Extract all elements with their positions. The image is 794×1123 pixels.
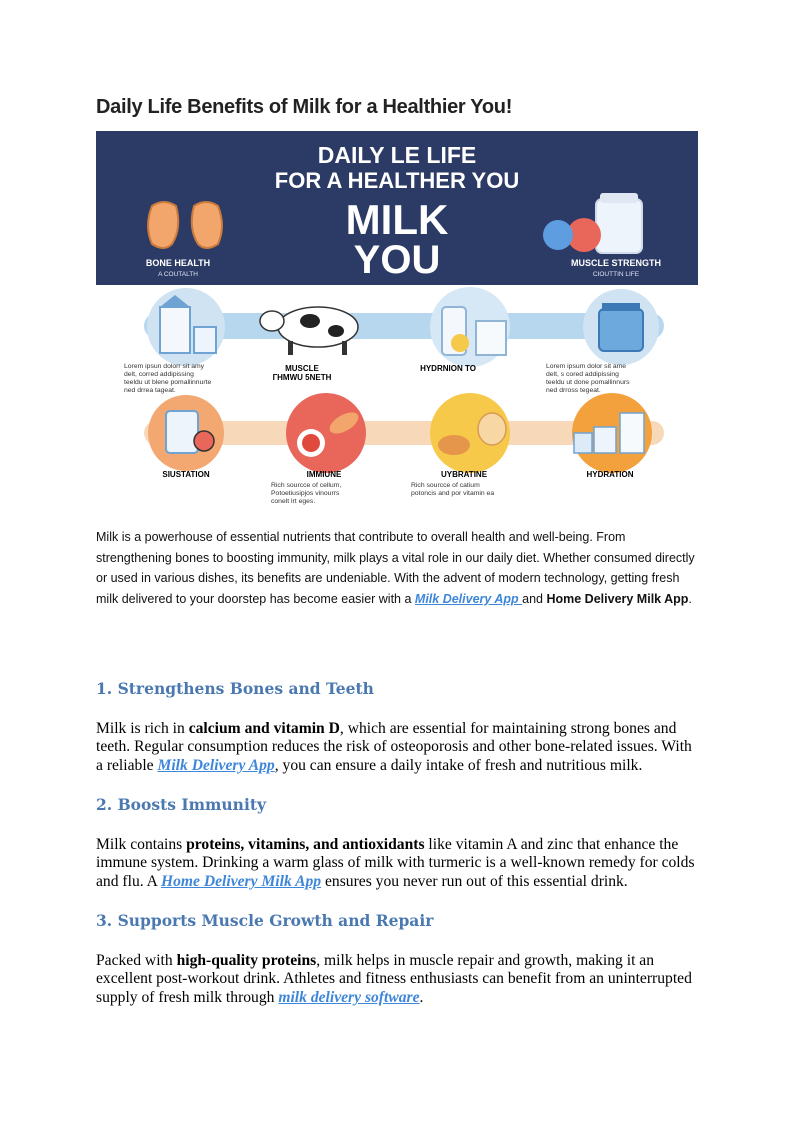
jar-magnifier-icon	[148, 395, 224, 471]
cups-icon	[572, 393, 652, 473]
banner-line1: DAILY LE LIFE	[317, 142, 477, 168]
intro-text-and: and	[522, 591, 547, 606]
section-text: Milk contains	[96, 836, 187, 853]
row2-label-2: IMMIUNE	[306, 470, 342, 479]
row1-caption-4d: ned drross tegeat.	[546, 387, 601, 394]
section-paragraph-bones	[96, 720, 701, 775]
bread-icon	[430, 393, 510, 473]
section-text: , you can ensure a daily intake of fresh and nutritious milk.	[274, 756, 643, 774]
fruit-icon	[286, 393, 366, 473]
row1-caption-1b: delt, corred addipissing	[124, 371, 194, 378]
row2-caption-2b: Potoetiusipjos vinourrs	[271, 490, 340, 497]
row1-caption-1c: teeldu ut blene pomallinnurte	[124, 379, 212, 386]
row2-caption-3a: Rich sourcce of catium	[411, 482, 480, 489]
section-text: , which are essential for maintaining strong bones and teeth. Regular consumption reduces the risk of osteoporosis and other bone-related issues. With a reliable	[96, 720, 692, 774]
section-bold: calcium and vitamin D	[188, 720, 340, 737]
banner-big1: MILK	[345, 196, 449, 243]
section-bold: proteins, vitamins, and antioxidants	[186, 836, 425, 853]
carton-icon	[147, 288, 225, 366]
row2-label-1: SIUSTATION	[162, 470, 210, 479]
milk-delivery-app-link[interactable]: Milk Delivery App	[414, 591, 523, 606]
milk-delivery-software-link[interactable]: milk delivery software	[278, 988, 420, 1006]
section-text: Packed with	[96, 952, 177, 969]
section-paragraph-muscle	[96, 952, 701, 1007]
row1-label-2a: MUSCLE	[285, 364, 319, 373]
section-text: ensures you never run out of this essential drink.	[321, 872, 628, 890]
banner-line2: FOR A HEALTHER YOU	[274, 168, 520, 193]
section-heading-immunity: 2. Boosts Immunity	[96, 795, 267, 814]
section-text: like vitamin A and zinc that enhance the immune system. Drinking a warm glass of milk with turmeric is a well-known remedy for colds and flu. A	[96, 836, 695, 890]
home-delivery-milk-app-bold: Home Delivery Milk App	[546, 591, 689, 606]
section-text: , milk helps in muscle repair and growth, making it an excellent post-workout drink. Athletes and fitness enthusiasts can benefit from an uninterrupted supply of fresh milk through	[96, 952, 692, 1006]
jug-icon	[583, 289, 659, 365]
home-delivery-milk-app-link[interactable]: Home Delivery Milk App	[160, 872, 322, 890]
page-title: Daily Life Benefits of Milk for a Healthier You!	[96, 96, 513, 118]
row2-caption-2a: Rich sourcce of cellum,	[271, 482, 342, 489]
cow-icon	[260, 307, 358, 355]
row2-label-3: UYBRATINE	[440, 470, 488, 479]
row1-caption-4a: Lorem ipsum dolor sit ame	[546, 363, 627, 370]
row2-caption-3b: potoncis and por vitamin ea	[411, 490, 495, 497]
row1-caption-4c: teeldu ut done pomallinnurs	[546, 379, 630, 386]
section-heading-muscle: 3. Supports Muscle Growth and Repair	[96, 911, 434, 930]
section-text: .	[419, 988, 424, 1006]
intro-text-end: .	[688, 591, 692, 606]
left-label: BONE HEALTH	[145, 258, 211, 268]
intro-text: Milk is a powerhouse of essential nutrients that contribute to overall health and well-being. From strengthening bones to boosting immunity, milk plays a vital role in our daily diet. Whether consumed directly or used in various dishes, its benefits are undeniable. With the advent of modern technology, getting fresh milk delivered to your doorstep has become easier with a	[96, 530, 695, 606]
section-heading-bones: 1. Strengthens Bones and Teeth	[96, 679, 374, 698]
row2-caption-2c: conelt lrt eges.	[271, 498, 316, 505]
section-bold: high-quality proteins	[176, 952, 317, 969]
section-paragraph-immunity	[96, 836, 701, 891]
row1-caption-4b: delt, s cored addipissing	[546, 371, 619, 378]
banner-big2: YOU	[353, 238, 441, 282]
right-sub: CIOUTTIN LIFE	[592, 271, 640, 278]
row1-caption-1d: ned drrea tageat.	[124, 387, 176, 394]
section-text: Milk is rich in	[96, 720, 189, 737]
row1-label-2b: ГНМWU 5NETH	[272, 373, 332, 382]
milk-benefits-infographic	[96, 131, 698, 507]
row1-caption-1a: Lorem ipsun dolorr sit amy	[124, 363, 205, 370]
left-sub: A COUTALTH	[158, 271, 198, 278]
row1-label-3: HYDRNION TO	[420, 364, 476, 373]
bottle-glass-icon	[430, 287, 510, 367]
intro-paragraph	[96, 527, 698, 609]
milk-delivery-app-link-2[interactable]: Milk Delivery App	[157, 756, 275, 774]
row2-label-4: HYDRATION	[586, 470, 634, 479]
right-label: MUSCLE STRENGTH	[571, 258, 661, 268]
